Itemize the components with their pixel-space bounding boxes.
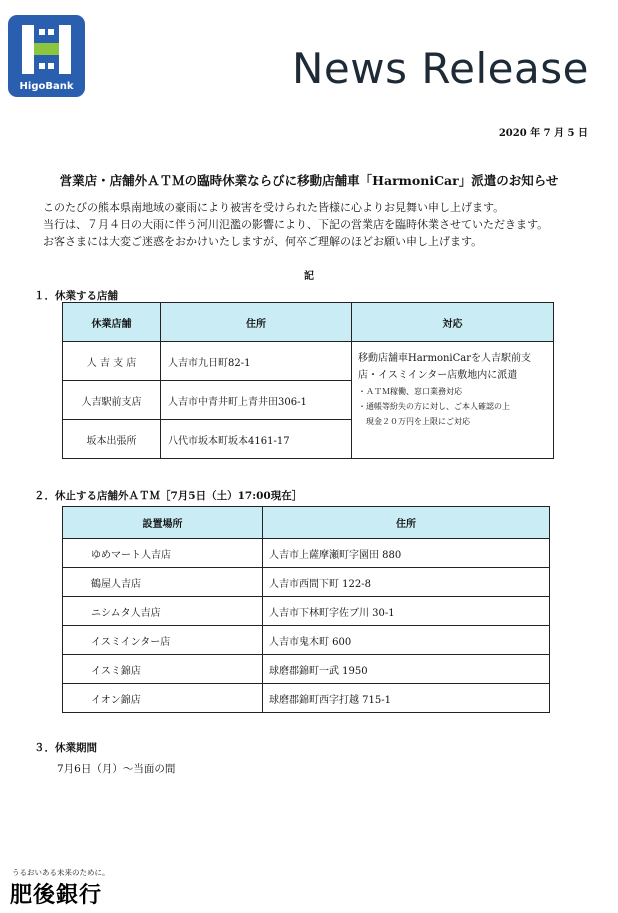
response-line: 店・イスミインター店敷地内に派遣: [358, 370, 518, 381]
branch-name: 人 吉 支 店: [63, 342, 161, 381]
higobank-logo: [8, 15, 85, 97]
table-row: [63, 626, 550, 655]
intro-line: お客さまには大変ご迷惑をおかけいたしますが、何卒ご理解のほどお願い申し上げます。: [43, 235, 483, 248]
release-date: 2020 年 7 月 5 日: [498, 128, 588, 139]
section2-heading: ２．休止する店舗外ＡＴＭ［7月5日（土）17:00現在］: [34, 490, 303, 502]
atm-place: イスミインター店: [63, 626, 263, 655]
section1-heading: １．休業する店舗: [34, 290, 118, 302]
table-row: [63, 684, 550, 713]
closure-period: 7月6日（月）～当面の間: [57, 763, 176, 775]
response-cell: [352, 342, 554, 459]
logo-text: HigoBank: [19, 81, 74, 92]
section3-heading: ３．休業期間: [34, 742, 97, 754]
atm-address: 球磨郡錦町西字打越 715-1: [263, 684, 550, 713]
branch-name: 坂本出張所: [63, 420, 161, 459]
footer-tagline: うるおいある未来のために。: [12, 868, 110, 877]
atm-place: イオン錦店: [63, 684, 263, 713]
col-header-branch: 休業店舗: [63, 303, 161, 342]
intro-line: このたびの熊本県南地域の豪雨により被害を受けられた皆様に心よりお見舞い申し上げます。: [43, 201, 505, 214]
table-row: [63, 597, 550, 626]
intro-line: 当行は、７月４日の大雨に伴う河川氾濫の影響により、下記の営業店を臨時休業させていただきます。: [43, 218, 549, 231]
response-line: ・通帳等紛失の方に対し、ご本人確認の上: [358, 402, 510, 411]
branch-address: 人吉市中青井町上青井田306-1: [161, 381, 352, 420]
table-row: [63, 539, 550, 568]
ki-heading: 記: [304, 271, 314, 282]
logo-mark-icon: [20, 23, 73, 76]
news-release-title: News Release: [292, 44, 589, 93]
table-row: [63, 342, 554, 381]
atm-address: 人吉市上薩摩瀬町字園田 880: [263, 539, 550, 568]
atm-place: ニシムタ人吉店: [63, 597, 263, 626]
response-line: 現金２０万円を上限にご対応: [366, 417, 470, 426]
response-line: 移動店舗車HarmoniCarを人吉駅前支: [358, 353, 531, 364]
table-row: [63, 655, 550, 684]
closed-atm-table: [62, 506, 550, 713]
atm-address: 人吉市下林町字佐ブ川 30-1: [263, 597, 550, 626]
footer-brand-logo: 肥後銀行: [10, 882, 103, 908]
document-title: 営業店・店舗外ＡＴＭの臨時休業ならびに移動店舗車「HarmoniCar」派遣のお知らせ: [59, 173, 559, 188]
col-header-response: 対応: [352, 303, 554, 342]
atm-address: 球磨郡錦町一武 1950: [263, 655, 550, 684]
closed-branches-table: [62, 302, 554, 459]
atm-address: 人吉市鬼木町 600: [263, 626, 550, 655]
table-header-row: [63, 303, 554, 342]
col-header-address: 住所: [263, 507, 550, 539]
col-header-address: 住所: [161, 303, 352, 342]
atm-place: 鶴屋人吉店: [63, 568, 263, 597]
branch-address: 人吉市九日町82-1: [161, 342, 352, 381]
atm-address: 人吉市西間下町 122-8: [263, 568, 550, 597]
atm-place: ゆめマート人吉店: [63, 539, 263, 568]
response-line: ・ＡＴＭ稼働、窓口業務対応: [358, 387, 462, 396]
col-header-place: 設置場所: [63, 507, 263, 539]
branch-address: 八代市坂本町坂本4161-17: [161, 420, 352, 459]
branch-name: 人吉駅前支店: [63, 381, 161, 420]
atm-place: イスミ錦店: [63, 655, 263, 684]
table-header-row: [63, 507, 550, 539]
intro-paragraph: [43, 199, 548, 250]
table-row: [63, 568, 550, 597]
